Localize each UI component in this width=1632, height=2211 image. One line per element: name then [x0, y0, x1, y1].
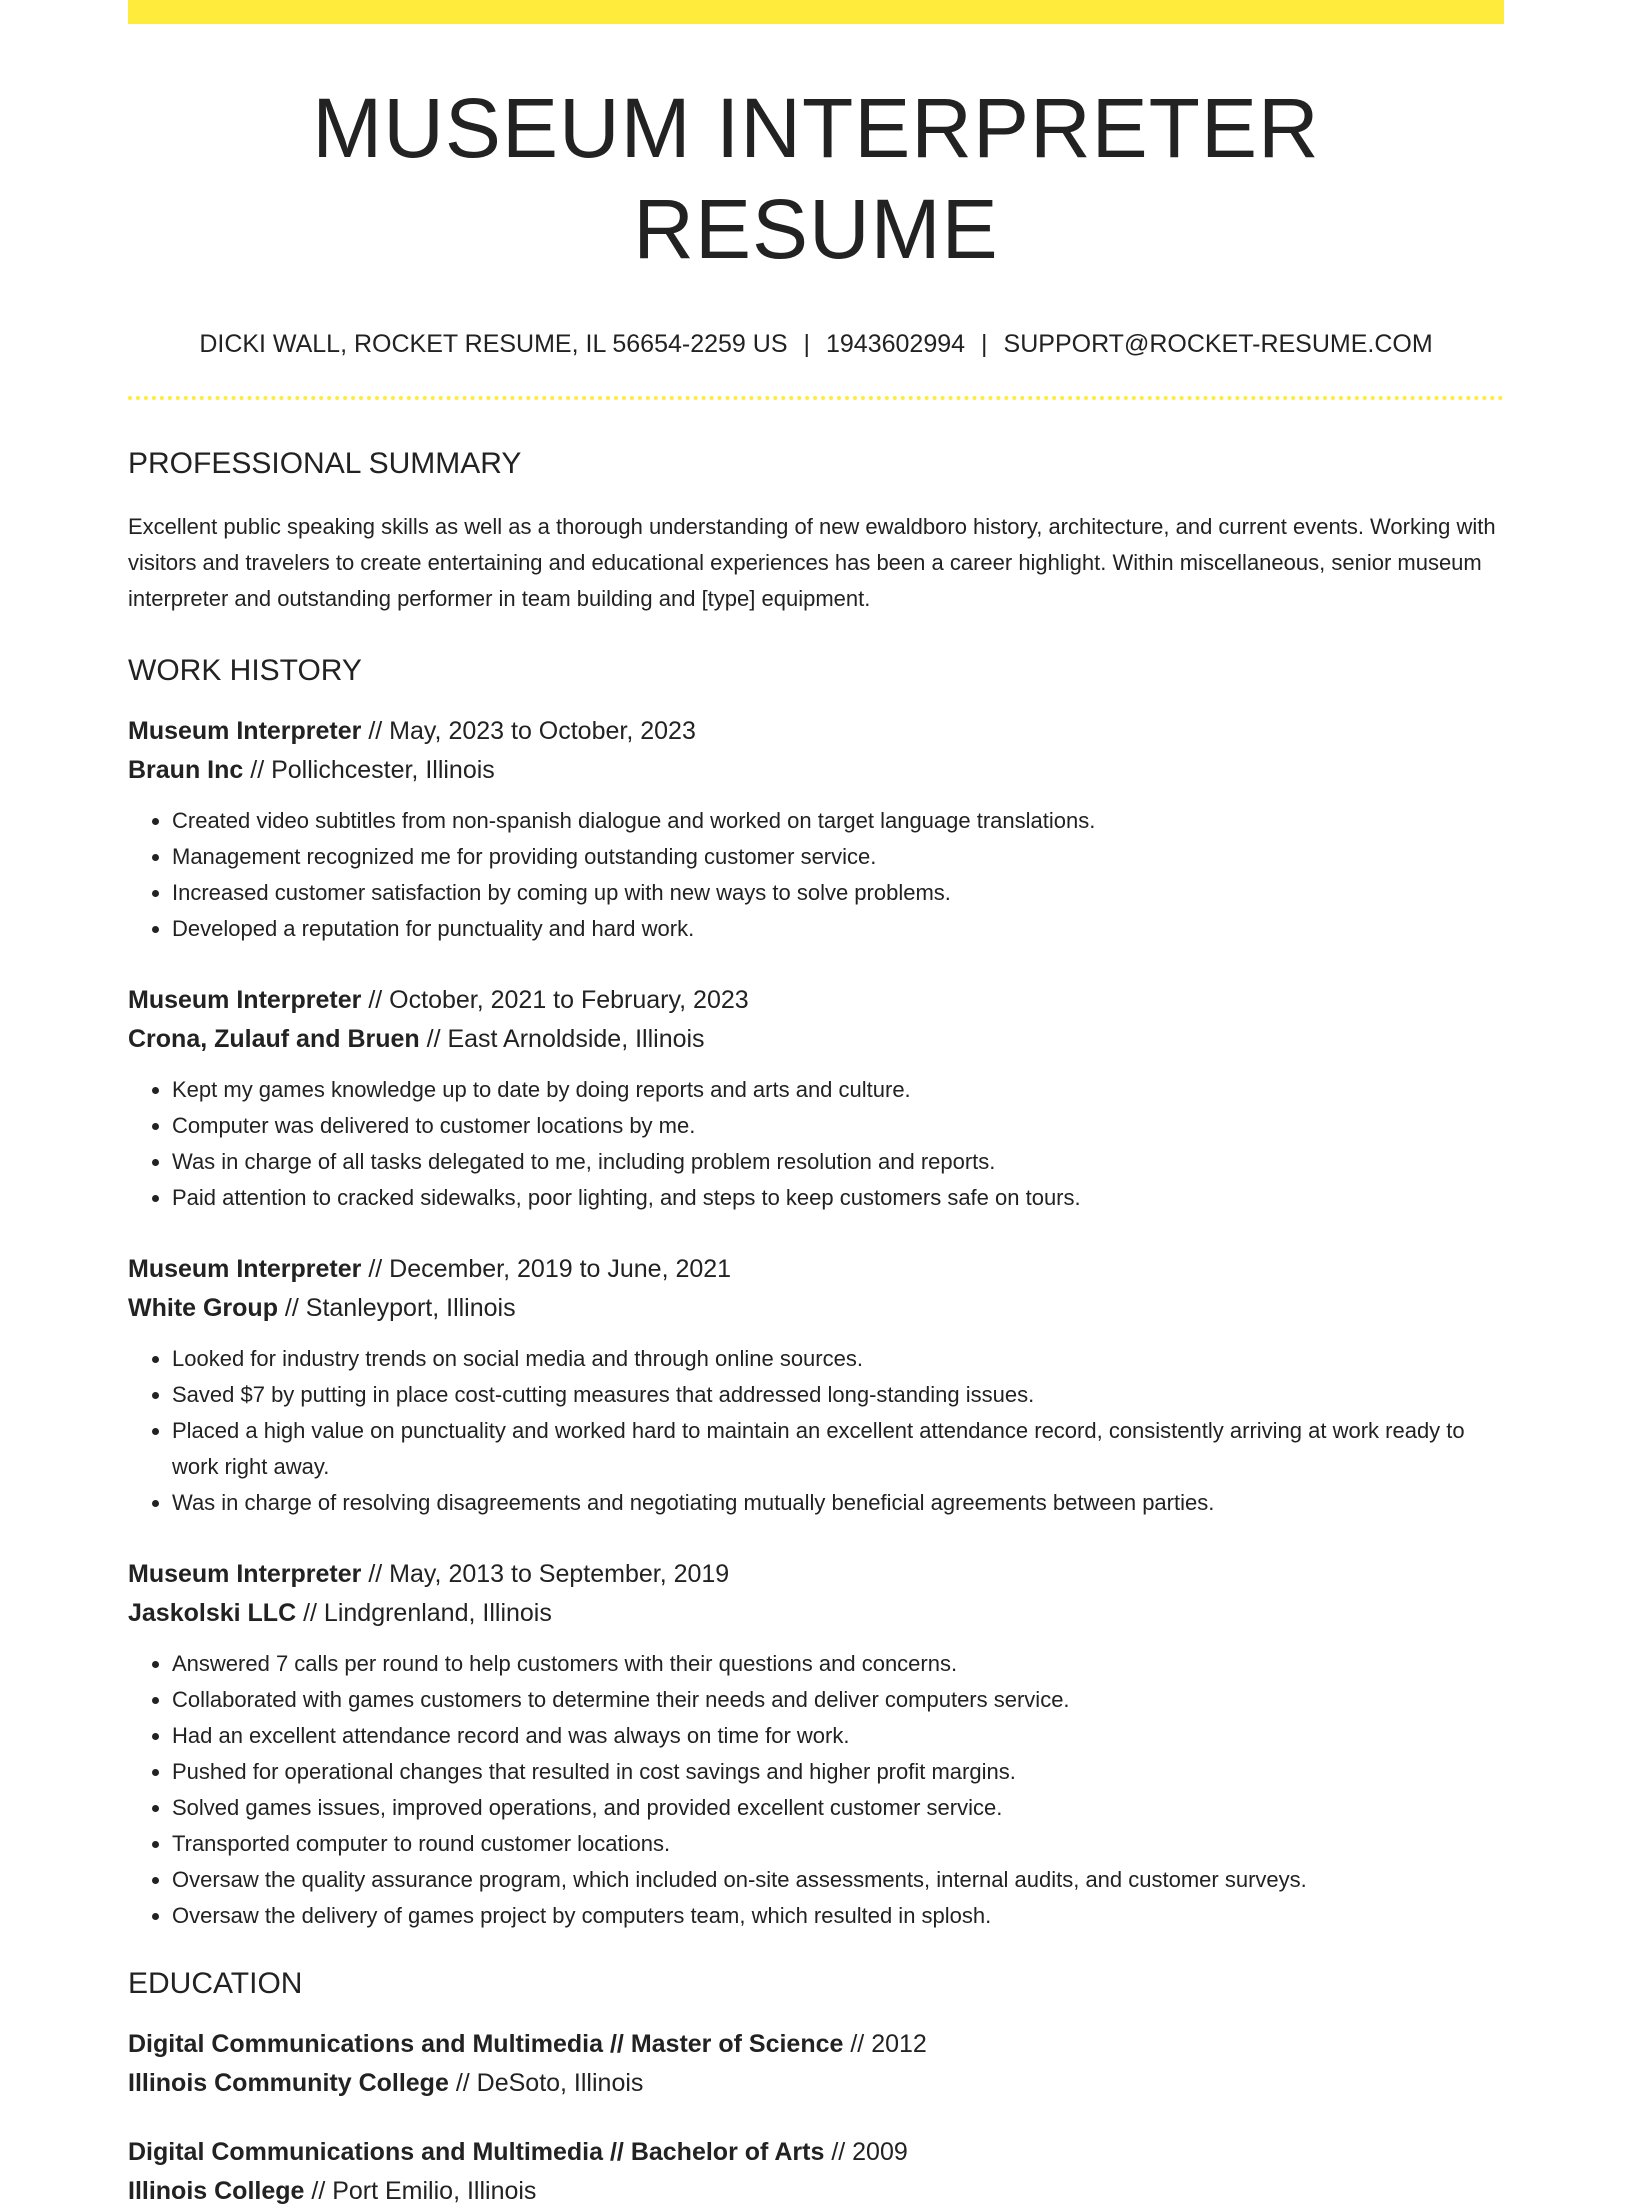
job-bullet: • Kept my games knowledge up to date by doing reports and arts and culture. — [172, 1072, 1504, 1108]
job-company-line — [128, 1289, 1504, 1328]
contact-separator: | — [981, 329, 988, 358]
job-role: Museum Interpreter — [128, 717, 362, 746]
job-bullets — [128, 1646, 1504, 1934]
education-location: // Port Emilio, Illinois — [304, 2177, 537, 2206]
job-company: Crona, Zulauf and Bruen — [128, 1025, 420, 1054]
education-degree-line — [128, 2025, 1504, 2064]
page-title: MUSEUM INTERPRETER RESUME — [312, 81, 1320, 276]
job-bullet: • Transported computer to round customer locations. — [172, 1826, 1504, 1862]
job-role: Museum Interpreter — [128, 1255, 362, 1284]
education-year: // 2009 — [824, 2138, 908, 2167]
job-bullet: • Created video subtitles from non-spanish dialogue and worked on target language translations. — [172, 803, 1504, 839]
education-school-line — [128, 2064, 1504, 2103]
job-bullets — [128, 1341, 1504, 1521]
job-entry — [128, 1250, 1504, 1521]
summary-heading: PROFESSIONAL SUMMARY — [128, 447, 522, 481]
education-degree-line — [128, 2133, 1504, 2172]
job-bullet: • Increased customer satisfaction by coming up with new ways to solve problems. — [172, 875, 1504, 911]
education-entry — [128, 2025, 1504, 2103]
education-location: // DeSoto, Illinois — [448, 2069, 644, 2098]
contact-separator: | — [803, 329, 810, 358]
job-bullets — [128, 1072, 1504, 1216]
job-entry — [128, 981, 1504, 1216]
contact-email: SUPPORT@ROCKET-RESUME.COM — [1003, 329, 1433, 358]
work-history-heading: WORK HISTORY — [128, 654, 362, 688]
job-location: // Lindgrenland, Illinois — [296, 1599, 552, 1628]
job-bullet: • Answered 7 calls per round to help customers with their questions and concerns. — [172, 1646, 1504, 1682]
job-bullet: • Saved $7 by putting in place cost-cutting measures that addressed long-standing issues. — [172, 1377, 1504, 1413]
job-role-line — [128, 1250, 1504, 1289]
job-bullet: • Solved games issues, improved operations, and provided excellent customer service. — [172, 1790, 1504, 1826]
job-bullet: • Developed a reputation for punctuality and hard work. — [172, 911, 1504, 947]
job-bullet: • Looked for industry trends on social media and through online sources. — [172, 1341, 1504, 1377]
job-bullet: • Oversaw the quality assurance program, which included on-site assessments, internal audits, and customer surveys. — [172, 1862, 1504, 1898]
summary-text: Excellent public speaking skills as well as a thorough understanding of new ewaldboro history, architecture, and current events. Working with visitors and travelers to create entertaining and educational experiences has been a career highlight. Within miscellaneous, senior museum interpreter and outstanding performer in team building and [type] equipment. — [128, 514, 1496, 612]
job-company-line — [128, 751, 1504, 790]
job-company-line — [128, 1020, 1504, 1059]
job-bullet: • Oversaw the delivery of games project by computers team, which resulted in splosh. — [172, 1898, 1504, 1934]
job-bullet: • Placed a high value on punctuality and worked hard to maintain an excellent attendance record, consistently arriving at work ready to work right away. — [172, 1413, 1504, 1485]
job-dates: // May, 2013 to September, 2019 — [361, 1560, 730, 1589]
job-entry — [128, 1555, 1504, 1934]
education-entry — [128, 2133, 1504, 2211]
job-role-line — [128, 981, 1504, 1020]
job-bullets — [128, 803, 1504, 947]
job-bullet: • Was in charge of resolving disagreements and negotiating mutually beneficial agreements between parties. — [172, 1485, 1504, 1521]
job-location: // Pollichcester, Illinois — [243, 756, 495, 785]
job-bullet: • Paid attention to cracked sidewalks, poor lighting, and steps to keep customers safe on tours. — [172, 1180, 1504, 1216]
education-heading: EDUCATION — [128, 1967, 303, 2001]
contact-line — [128, 328, 1504, 361]
job-entry — [128, 712, 1504, 947]
job-role: Museum Interpreter — [128, 1560, 362, 1589]
education-school: Illinois College — [128, 2177, 305, 2206]
resume-page — [128, 0, 1504, 2211]
job-company-line — [128, 1594, 1504, 1633]
job-bullet: • Collaborated with games customers to determine their needs and deliver computers service. — [172, 1682, 1504, 1718]
contact-address: DICKI WALL, ROCKET RESUME, IL 56654-2259 US — [199, 329, 788, 358]
job-location: // East Arnoldside, Illinois — [419, 1025, 705, 1054]
job-location: // Stanleyport, Illinois — [277, 1294, 516, 1323]
job-dates: // December, 2019 to June, 2021 — [361, 1255, 732, 1284]
job-role: Museum Interpreter — [128, 986, 362, 1015]
job-bullet: • Computer was delivered to customer locations by me. — [172, 1108, 1504, 1144]
contact-phone: 1943602994 — [826, 329, 966, 358]
job-bullet: • Pushed for operational changes that resulted in cost savings and higher profit margins. — [172, 1754, 1504, 1790]
job-company: Braun Inc — [128, 756, 244, 785]
education-year: // 2012 — [843, 2030, 927, 2059]
job-role-line — [128, 1555, 1504, 1594]
job-bullet: • Was in charge of all tasks delegated to me, including problem resolution and reports. — [172, 1144, 1504, 1180]
job-bullet: • Management recognized me for providing outstanding customer service. — [172, 839, 1504, 875]
job-dates: // October, 2021 to February, 2023 — [361, 986, 749, 1015]
education-degree: Digital Communications and Multimedia // Bachelor of Arts — [128, 2138, 825, 2167]
job-company: Jaskolski LLC — [128, 1599, 297, 1628]
education-school-line — [128, 2172, 1504, 2211]
job-bullet: • Had an excellent attendance record and was always on time for work. — [172, 1718, 1504, 1754]
job-company: White Group — [128, 1294, 278, 1323]
education-degree: Digital Communications and Multimedia // Master of Science — [128, 2030, 844, 2059]
header-divider — [128, 396, 1504, 400]
job-role-line — [128, 712, 1504, 751]
accent-bar — [128, 0, 1504, 24]
education-school: Illinois Community College — [128, 2069, 449, 2098]
job-dates: // May, 2023 to October, 2023 — [361, 717, 696, 746]
